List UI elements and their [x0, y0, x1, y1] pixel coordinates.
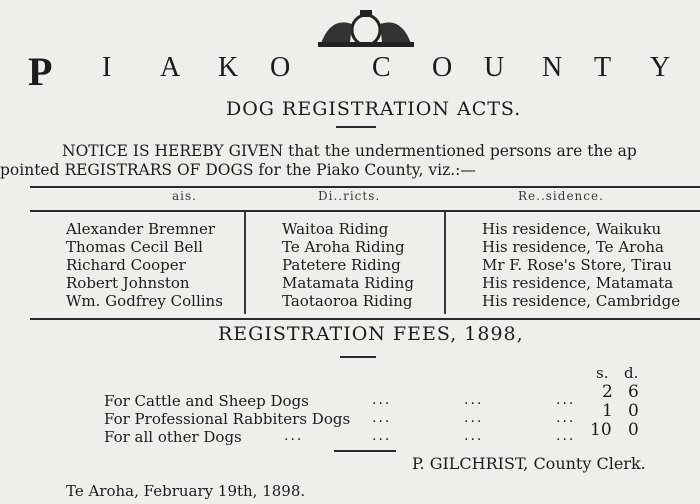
signature: P. GILCHRIST, County Clerk. [412, 454, 646, 473]
leader-dots: ... [464, 392, 484, 408]
header-districts: Di..ricts. [318, 189, 381, 203]
registrar-residences [482, 220, 680, 310]
title-letter: Y [650, 52, 671, 83]
column-divider [244, 212, 246, 314]
list-item: His residence, Waikuku [482, 220, 662, 238]
leader-dots: ... [372, 428, 392, 444]
leader-dots: ... [464, 410, 484, 426]
title-letter: C [372, 52, 391, 83]
table-header-rule [30, 210, 700, 212]
leader-dots: ... [556, 410, 576, 426]
leader-dots: ... [372, 392, 392, 408]
title-letter: K [218, 52, 239, 83]
leader-dots: ... [556, 428, 576, 444]
title-letter: I [102, 52, 112, 83]
registrar-ridings [282, 220, 414, 310]
registrar-names [66, 220, 223, 310]
list-item: Waitoa Riding [282, 220, 389, 238]
shillings-header: s. [596, 364, 609, 382]
fee-label: For all other Dogs [104, 428, 242, 446]
notice-line-1: NOTICE IS HEREBY GIVEN that the undermentioned persons are the ap [62, 142, 637, 160]
list-item: Wm. Godfrey Collins [66, 292, 223, 310]
list-item: Robert Johnston [66, 274, 190, 292]
title-letter: P [28, 49, 53, 94]
header-residence: Re..sidence. [518, 189, 604, 203]
header-names: ais. [172, 189, 197, 203]
notice-line-2: pointed REGISTRARS OF DOGS for the Piako County, viz.:— [0, 161, 476, 179]
list-item: Taotaoroa Riding [282, 292, 413, 310]
list-item: His residence, Matamata [482, 274, 674, 292]
table-bottom-rule [30, 318, 700, 320]
fee-shillings: 1 [602, 401, 613, 421]
fee-label: For Professional Rabbiters Dogs [104, 410, 351, 428]
divider [340, 356, 376, 358]
fee-label: For Cattle and Sheep Dogs [104, 392, 309, 410]
divider [334, 450, 396, 452]
coat-of-arms-crest [300, 6, 432, 48]
fee-shillings: 2 [602, 382, 613, 402]
title-letter: T [594, 52, 612, 83]
list-item: Te Aroha Riding [282, 238, 405, 256]
fee-shillings: 10 [590, 420, 612, 440]
list-item: Richard Cooper [66, 256, 186, 274]
leader-dots: ... [284, 428, 304, 444]
fee-pence: 0 [628, 420, 639, 440]
list-item: Thomas Cecil Bell [66, 238, 203, 256]
title-letter: A [160, 52, 181, 83]
acts-subtitle: DOG REGISTRATION ACTS. [226, 98, 522, 120]
divider [336, 126, 376, 128]
title-letter: U [484, 52, 505, 83]
fee-pence: 0 [628, 401, 639, 421]
fees-heading: REGISTRATION FEES, 1898, [218, 323, 524, 345]
table-top-rule [30, 186, 700, 188]
column-divider [444, 212, 446, 314]
leader-dots: ... [372, 410, 392, 426]
list-item: Alexander Bremner [66, 220, 215, 238]
list-item: His residence, Te Aroha [482, 238, 664, 256]
list-item: Mr F. Rose's Store, Tirau [482, 256, 672, 274]
title-letter: O [270, 52, 291, 83]
title-letter: O [432, 52, 453, 83]
date-line: Te Aroha, February 19th, 1898. [66, 482, 306, 500]
list-item: Matamata Riding [282, 274, 414, 292]
fee-pence: 6 [628, 382, 639, 402]
pence-header: d. [624, 364, 639, 382]
leader-dots: ... [556, 392, 576, 408]
leader-dots: ... [464, 428, 484, 444]
list-item: Patetere Riding [282, 256, 401, 274]
list-item: His residence, Cambridge [482, 292, 681, 310]
title-letter: N [542, 52, 563, 83]
